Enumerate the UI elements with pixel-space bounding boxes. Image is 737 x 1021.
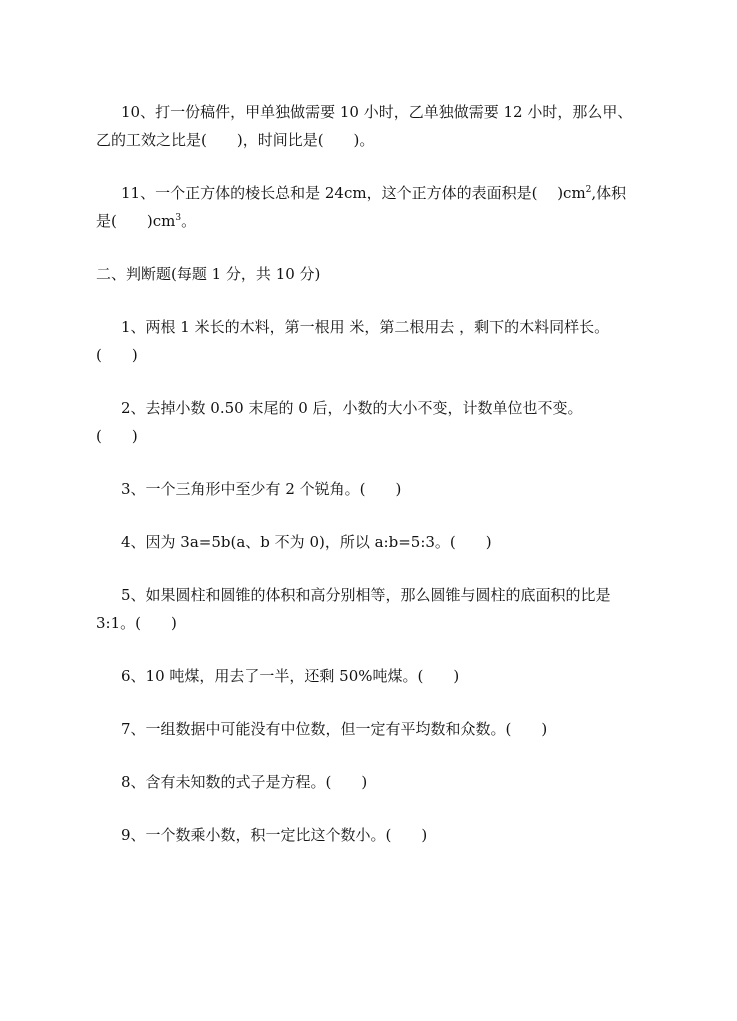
judgment-4: 4、因为 3a=5b(a、b 不为 0)，所以 a:b=5:3。( ) [121, 533, 492, 551]
section-2-heading: 二、判断题(每题 1 分，共 10 分) [96, 265, 321, 283]
question-11-line-2-tail: 。 [181, 212, 197, 230]
judgment-7: 7、一组数据中可能没有中位数，但一定有平均数和众数。( ) [121, 720, 548, 738]
question-11-line-1-text: 11、一个正方体的棱长总和是 24cm，这个正方体的表面积是( )cm [121, 184, 586, 202]
question-10-line-2: 乙的工效之比是( )，时间比是( )。 [96, 131, 375, 149]
judgment-6: 6、10 吨煤，用去了一半，还剩 50%吨煤。( ) [121, 667, 460, 685]
square-superscript: 2 [585, 185, 592, 195]
judgment-8: 8、含有未知数的式子是方程。( ) [121, 773, 368, 791]
cube-superscript: 3 [175, 213, 182, 223]
judgment-9: 9、一个数乘小数，积一定比这个数小。( ) [121, 826, 428, 844]
question-11-line-1-tail: ,体积 [591, 184, 627, 202]
question-10-line-1: 10、打一份稿件，甲单独做需要 10 小时，乙单独做需要 12 小时，那么甲、 [121, 103, 633, 121]
judgment-1-answer-blank: ( ) [96, 346, 138, 364]
judgment-1-line-1: 1、两根 1 米长的木料，第一根用 米，第二根用去 ，剩下的木料同样长。 [121, 318, 610, 336]
judgment-2-answer-blank: ( ) [96, 427, 138, 445]
judgment-2-line-1: 2、去掉小数 0.50 末尾的 0 后，小数的大小不变，计数单位也不变。 [121, 399, 583, 417]
judgment-5-line-2: 3:1。( ) [96, 614, 177, 632]
question-11-line-2-text: 是( )cm [96, 212, 176, 230]
question-11-line-2 [96, 212, 656, 230]
judgment-3: 3、一个三角形中至少有 2 个锐角。( ) [121, 480, 402, 498]
judgment-5-line-1: 5、如果圆柱和圆锥的体积和高分别相等，那么圆锥与圆柱的底面积的比是 [121, 586, 611, 604]
question-11-line-1 [121, 184, 681, 202]
